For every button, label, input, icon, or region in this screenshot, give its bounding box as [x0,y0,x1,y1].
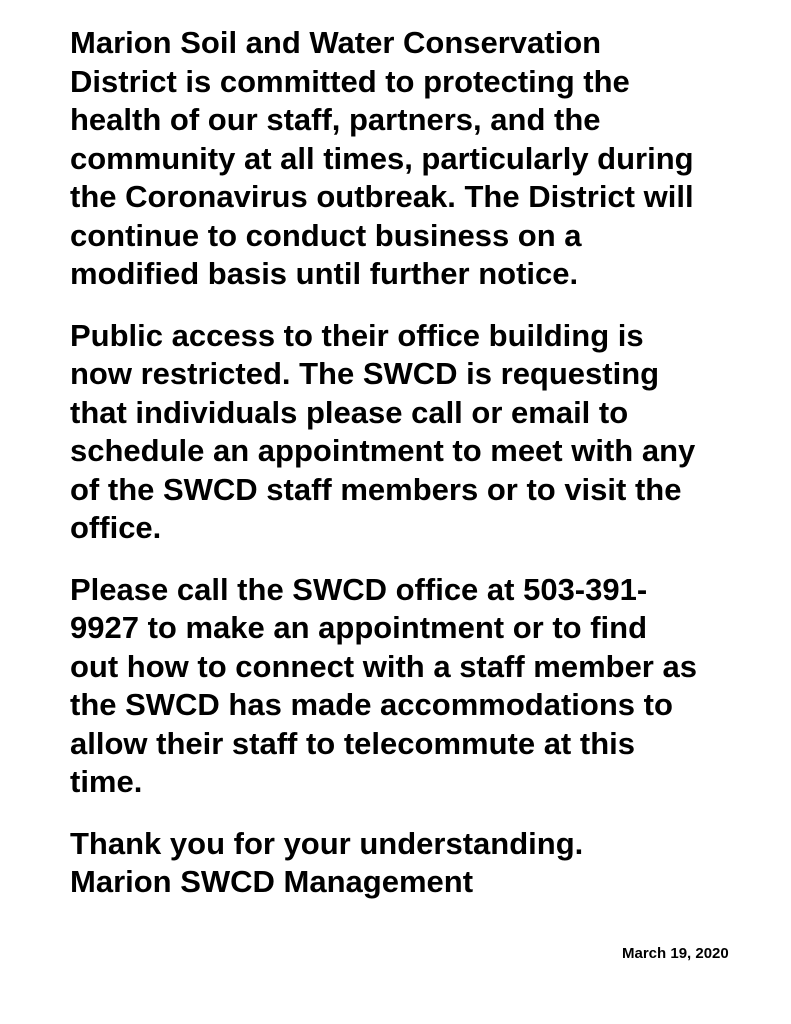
notice-date: March 19, 2020 [622,945,729,962]
paragraph-commitment: Marion Soil and Water Conservation District is committed to protecting the health of our staff, partners, and the community at all times, particularly during the Coronavirus outbreak. The District will continue to conduct business on a modified basis until further notice. [70,25,694,291]
closing-signature: Thank you for your understanding. Marion SWCD Management [70,825,584,899]
paragraph-access-restricted: Public access to their office building is now restricted. The SWCD is requesting that individuals please call or email to schedule an appointment to meet with any of the SWCD staff members or to visit the office. [70,317,696,545]
paragraph-contact-info: Please call the SWCD office at 503-391- 9927 to make an appointment or to find out how to connect with a staff member as the SWCD has made accommodations to allow their staff to telecommute at this time. [70,571,697,799]
notice-body [70,24,760,902]
